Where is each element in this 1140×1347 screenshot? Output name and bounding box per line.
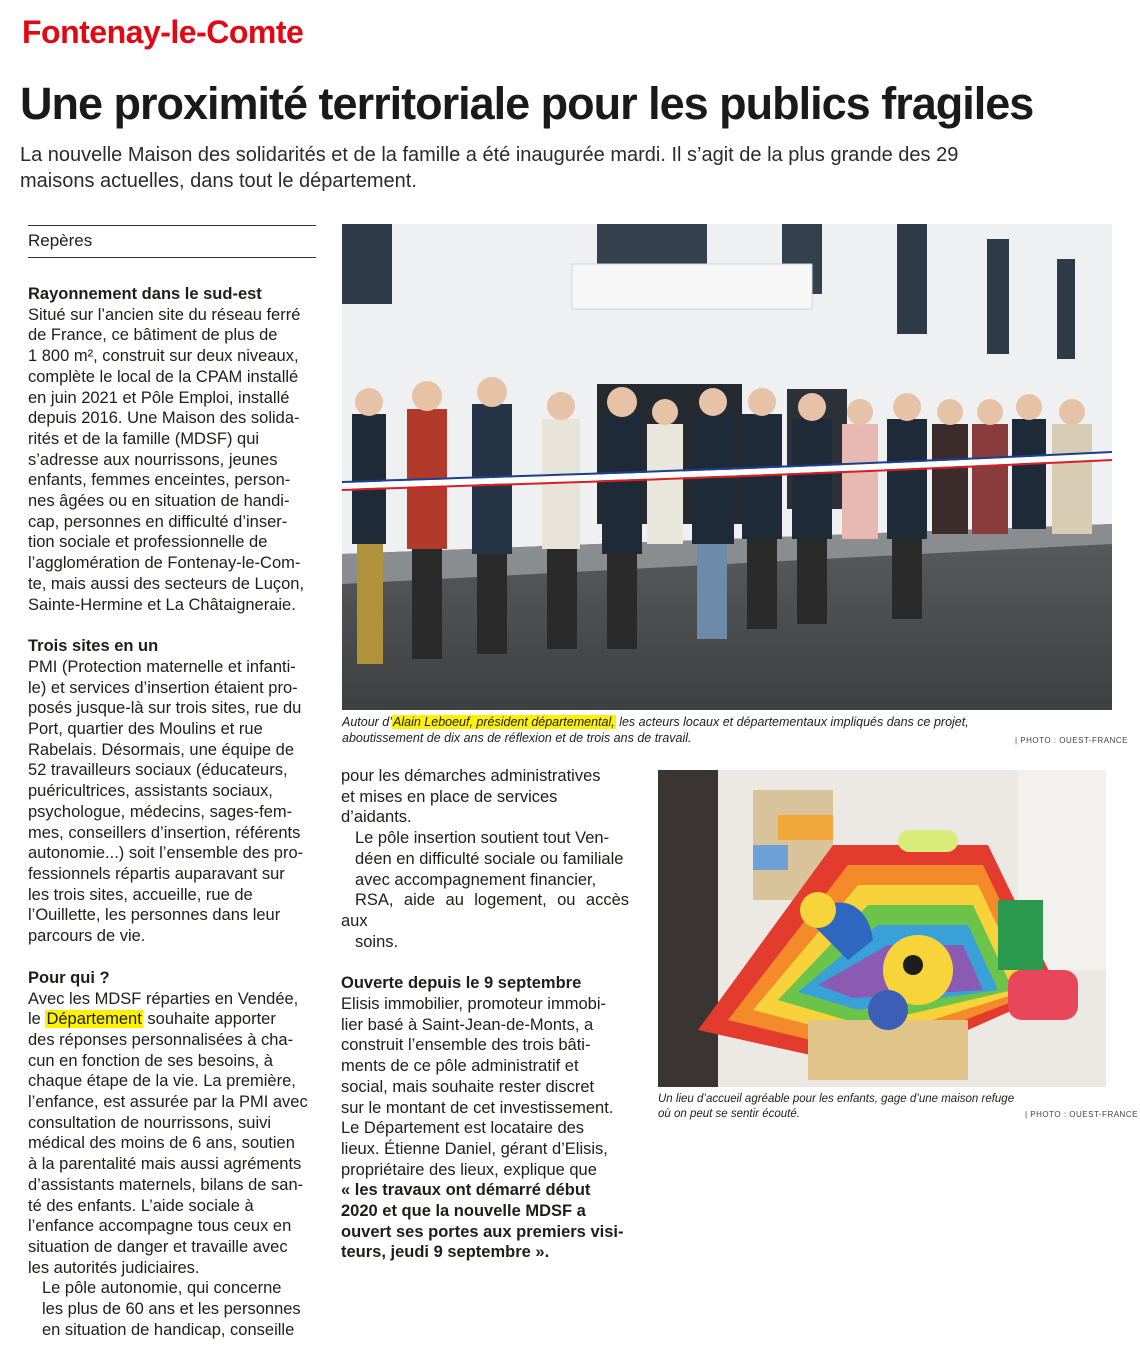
text-line: avec accompagnement financier,	[355, 870, 597, 889]
text-line: l’agglomération de Fontenay-le-Com-	[28, 554, 301, 573]
text-line: cun en fonction de ses besoins, à	[28, 1051, 273, 1070]
text-line: cap, personnes en difficulté d’inser-	[28, 512, 288, 531]
text-line: nes âgées ou en situation de handi-	[28, 492, 290, 511]
text-line: situation de danger et travaille avec	[28, 1237, 288, 1256]
text-line: en situation de handicap, conseille	[42, 1320, 295, 1339]
headline: Une proximité territoriale pour les publics fragiles	[20, 78, 1034, 129]
text-line: 1 800 m², construit sur deux niveaux,	[28, 347, 299, 366]
text-line: le) et services d’insertion étaient pro-	[28, 678, 298, 697]
text-line: en juin 2021 et Pôle Emploi, installé	[28, 388, 290, 407]
text-line: social, mais souhaite rester discret	[341, 1077, 595, 1096]
photo-credit-1: | PHOTO : OUEST-FRANCE	[1015, 736, 1128, 745]
text-line: de France, ce bâtiment de plus de	[28, 326, 278, 345]
text-line: Le pôle insertion soutient tout Ven-	[355, 829, 610, 848]
text-line: enfants, femmes enceintes, person-	[28, 471, 291, 490]
text-line: Le Département est locataire des	[341, 1119, 585, 1138]
photo-play-area	[658, 770, 1106, 1087]
paragraph-pour-qui	[28, 1030, 316, 1278]
subhead-pour-qui: Pour qui ?	[28, 968, 110, 987]
text-line: chaque étape de la vie. La première,	[28, 1072, 296, 1091]
text-line: complète le local de la CPAM installé	[28, 367, 299, 386]
sidebar-label: Repères	[28, 231, 93, 250]
text-line: tion sociale et professionnelle de	[28, 533, 268, 552]
text-line: té des enfants. L’aide sociale à	[28, 1196, 254, 1215]
subhead-ouverte: Ouverte depuis le 9 septembre	[341, 974, 582, 993]
highlight-alain-leboeuf: Alain Leboeuf, président départemental,	[393, 715, 615, 729]
text-line: Le pôle autonomie, qui concerne	[42, 1279, 282, 1298]
text-line: depuis 2016. Une Maison des solida-	[28, 409, 300, 428]
subhead-trois-sites: Trois sites en un	[28, 637, 159, 656]
paragraph-continued	[341, 766, 629, 828]
text-line-highlight: le Département souhaite apporter	[28, 1010, 276, 1029]
text-line: PMI (Protection maternelle et infanti-	[28, 657, 296, 676]
photo-inauguration-illustration	[342, 224, 1112, 710]
paragraph-ouverte	[341, 994, 629, 1180]
sidebar-rule-bottom	[28, 257, 316, 258]
text-line: à la parentalité mais aussi agréments	[28, 1155, 302, 1174]
caption-play-area: Un lieu d’accueil agréable pour les enfants, gage d’une maison refuge où on peut se sentir écouté.	[658, 1093, 1015, 1120]
text-line: Rabelais. Désormais, une équipe de	[28, 740, 294, 759]
text-line: Sainte-Hermine et La Châtaigneraie.	[28, 595, 296, 614]
quote-travaux	[341, 1180, 629, 1263]
photo-inauguration	[342, 224, 1112, 710]
text-line: d’aidants.	[341, 808, 412, 827]
caption-inauguration: Autour d’Alain Leboeuf, président départemental, les acteurs locaux et départementaux impliqués dans ce projet, aboutissement de dix ans de réflexion et de trois ans de travail.	[342, 715, 969, 745]
text-line: ments de ce pôle administratif et	[341, 1057, 579, 1076]
paragraph-trois-sites	[28, 657, 316, 947]
text-line: parcours de vie.	[28, 927, 146, 946]
text-line: soins.	[355, 932, 399, 951]
text-line: te, mais aussi des secteurs de Luçon,	[28, 574, 305, 593]
text-line: 2020 et que la nouvelle MDSF a	[341, 1202, 586, 1221]
text-line: posés jusque-là sur trois sites, rue du	[28, 699, 302, 718]
text-line: autonomie...) soit l’ensemble des pro-	[28, 844, 304, 863]
text-line: l’enfance, est assurée par la PMI avec	[28, 1093, 308, 1112]
text-line: mes, conseillers d’insertion, référents	[28, 823, 301, 842]
text-line: et mises en place de services	[341, 787, 558, 806]
text-line: ouvert ses portes aux premiers visi-	[341, 1222, 624, 1241]
text-line: propriétaire des lieux, explique que	[341, 1160, 597, 1179]
text-line: les autorités judiciaires.	[28, 1258, 200, 1277]
text-line: rités et de la famille (MDSF) qui	[28, 429, 260, 448]
text-line: Avec les MDSF réparties en Vendée,	[28, 989, 299, 1008]
text-line: les plus de 60 ans et les personnes	[42, 1300, 301, 1319]
text-line: RSA, aide au logement, ou accès aux	[341, 891, 629, 930]
text-line: puéricultrices, assistants sociaux,	[28, 782, 273, 801]
text-line: Elisis immobilier, promoteur immobi-	[341, 995, 606, 1014]
text-line: sur le montant de cet investissement.	[341, 1098, 614, 1117]
text-line: fessionnels répartis auparavant sur	[28, 864, 285, 883]
text-line: l’Ouillette, les personnes dans leur	[28, 906, 281, 925]
photo-credit-2: | PHOTO : OUEST-FRANCE	[1025, 1110, 1138, 1119]
article-column-2	[341, 766, 629, 1263]
text-line: teurs, jeudi 9 septembre ».	[341, 1243, 550, 1262]
section-kicker: Fontenay-le-Comte	[22, 14, 304, 50]
article-column-1	[28, 284, 316, 1340]
text-line: lieux. Étienne Daniel, gérant d’Elisis,	[341, 1139, 608, 1158]
paragraph-rayonnement	[28, 305, 316, 616]
text-line: médical des moins de 6 ans, soutien	[28, 1134, 295, 1153]
text-line: déen en difficulté sociale ou familiale	[355, 849, 624, 868]
text-line: pour les démarches administratives	[341, 767, 601, 785]
subhead-rayonnement: Rayonnement dans le sud-est	[28, 285, 262, 303]
text-line: consultation de nourrissons, suivi	[28, 1113, 272, 1132]
photo-play-area-illustration	[658, 770, 1106, 1087]
text-line: 52 travailleurs sociaux (éducateurs,	[28, 761, 288, 780]
text-line: Port, quartier des Moulins et rue	[28, 720, 263, 739]
text-line: psychologue, médecins, sages-fem-	[28, 802, 293, 821]
paragraph-autonomie	[28, 1278, 316, 1340]
text-line: des réponses personnalisées à cha-	[28, 1030, 294, 1049]
text-line: « les travaux ont démarré début	[341, 1181, 591, 1200]
text-line: les trois sites, accueille, rue de	[28, 885, 253, 904]
text-line: construit l’ensemble des trois bâti-	[341, 1036, 591, 1055]
text-line: s’adresse aux nourrissons, jeunes	[28, 450, 278, 469]
text-line: l’enfance accompagne tous ceux en	[28, 1217, 292, 1236]
text-line: lier basé à Saint-Jean-de-Monts, a	[341, 1015, 594, 1034]
standfirst: La nouvelle Maison des solidarités et de la famille a été inaugurée mardi. Il s’agit de la plus grande des 29 maisons actuelles, dans tout le département.	[20, 144, 959, 192]
sidebar-rule-top	[28, 225, 316, 226]
highlight-departement: Département	[46, 1010, 142, 1029]
text-line: d’assistants maternels, bilans de san-	[28, 1175, 304, 1194]
paragraph-insertion	[341, 828, 629, 952]
text-line: Situé sur l’ancien site du réseau ferré	[28, 305, 301, 324]
